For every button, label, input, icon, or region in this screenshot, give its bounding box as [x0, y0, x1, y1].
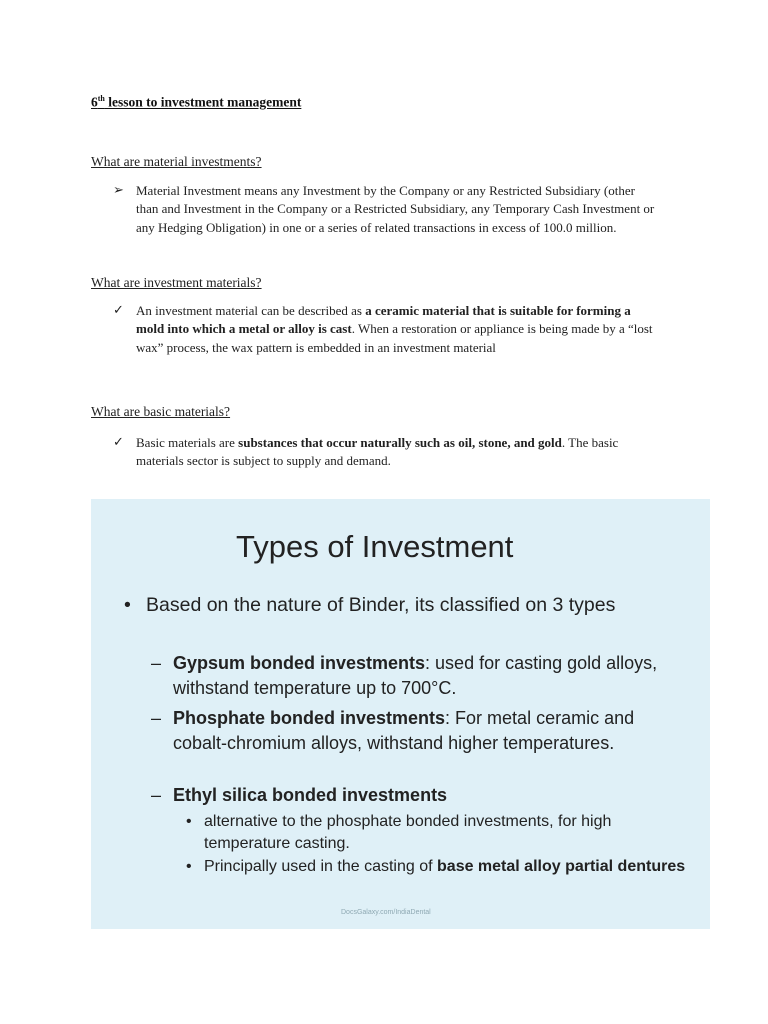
slide-bold-text: Gypsum bonded investments	[173, 653, 426, 673]
slide-title: Types of Investment	[236, 529, 514, 564]
slide-text: Principally used in the casting of	[204, 858, 438, 875]
slide-subpoint-text	[173, 783, 693, 808]
slide-bold-text: Ethyl silica bonded investments	[173, 785, 448, 805]
question-basic-materials: What are basic materials?	[91, 404, 231, 419]
answer-text: . When a restoration or appliance is being made by a “lost wax” process, the wax pattern is embedded in an investment material	[136, 321, 653, 355]
slide-subpoint-text	[173, 706, 693, 756]
question-investment-materials: What are investment materials?	[91, 275, 262, 290]
dash-bullet-icon: –	[151, 708, 162, 728]
slide-text: : used for casting gold alloys, withstand temperature up to 700°C.	[173, 653, 658, 698]
types-of-investment-slide	[91, 499, 710, 929]
page-title	[91, 94, 301, 111]
answer-bold-text: a ceramic material that is suitable for forming a mold into which a metal or alloy is cast	[136, 303, 631, 337]
slide-bold-text: base metal alloy partial dentures	[437, 858, 686, 875]
slide-bold-text: Phosphate bonded investments	[173, 708, 446, 728]
title-superscript: th	[97, 94, 105, 103]
arrow-bullet-icon: ➢	[113, 182, 124, 197]
answer-text: . The basic materials sector is subject to supply and demand.	[136, 435, 619, 469]
bullet-dot-icon: •	[124, 594, 131, 616]
check-bullet-icon: ✓	[113, 302, 124, 317]
bullet-dot-icon: •	[186, 858, 192, 875]
answer-investment-materials	[136, 302, 656, 357]
title-text: lesson to investment management	[104, 94, 302, 110]
slide-text: alternative to the phosphate bonded investments, for high temperature casting.	[204, 813, 612, 852]
slide-subpoint-text	[173, 651, 693, 701]
dash-bullet-icon: –	[151, 653, 162, 673]
slide-credit: DocsGalaxy.com/IndiaDental	[341, 909, 431, 916]
dash-bullet-icon: –	[151, 785, 162, 805]
check-bullet-icon: ✓	[113, 434, 124, 449]
answer-material-investments: Material Investment means any Investment by the Company or any Restricted Subsidiary (other than and Investment in the Company or a Restricted Subsidiary, any Temporary Cash Investment or any Hedging Obligation) in one or a series of related transactions in excess of 100.0 million.	[136, 183, 655, 235]
bullet-dot-icon: •	[186, 813, 192, 830]
question-material-investments: What are material investments?	[91, 154, 262, 169]
slide-point-text: Based on the nature of Binder, its classified on 3 types	[146, 594, 616, 616]
answer-bold-text: substances that occur naturally such as oil, stone, and gold	[238, 435, 562, 450]
answer-text: An investment material can be described as	[136, 303, 366, 318]
title-number: 6	[91, 94, 98, 110]
slide-text	[204, 856, 691, 878]
answer-text: Basic materials are	[136, 435, 239, 450]
slide-text: : For metal ceramic and cobalt-chromium alloys, withstand higher temperatures.	[173, 708, 635, 753]
answer-basic-materials	[136, 434, 656, 471]
